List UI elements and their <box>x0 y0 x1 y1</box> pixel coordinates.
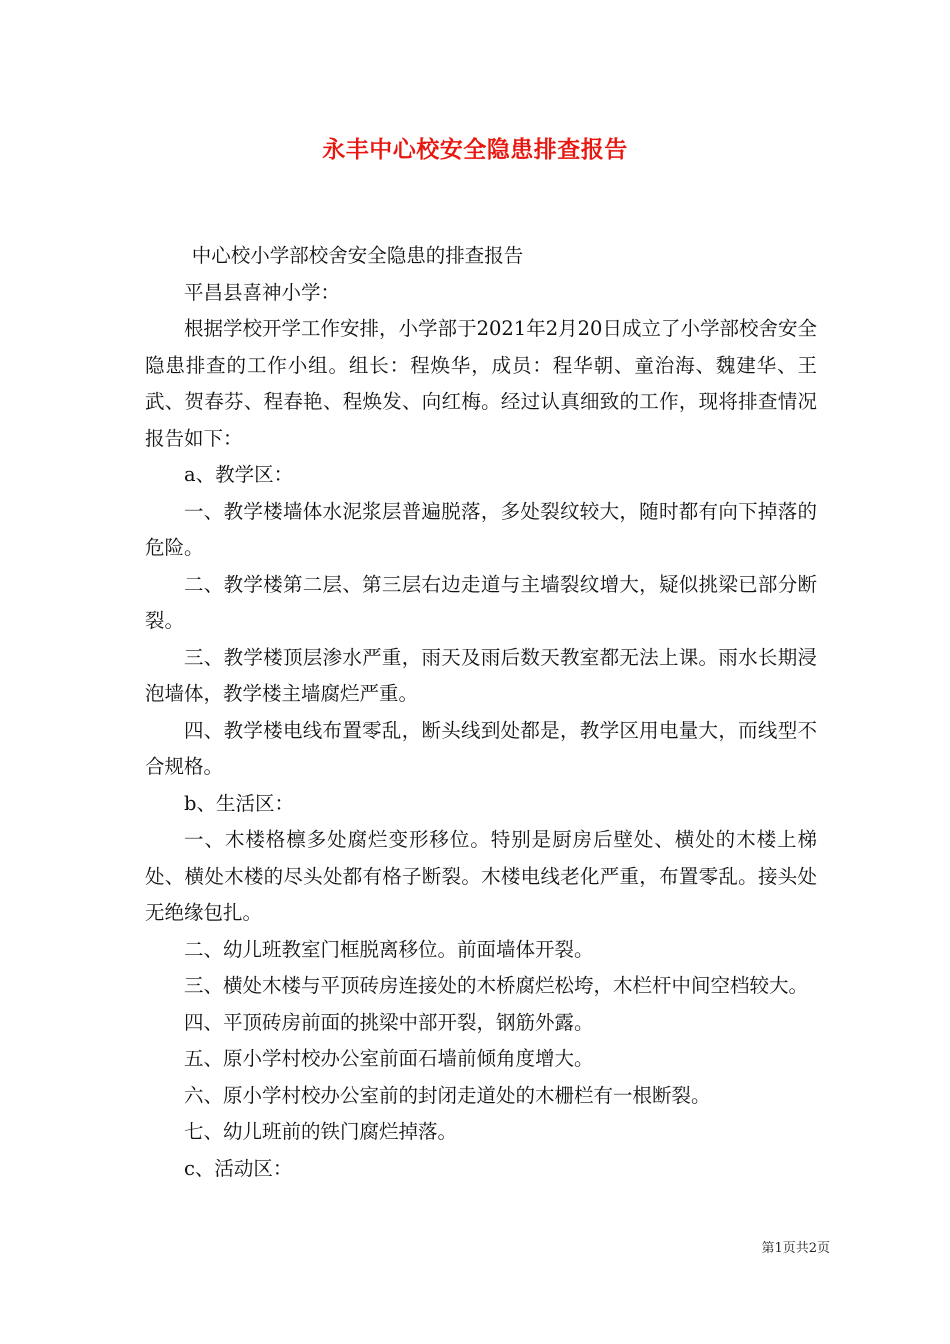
section-heading-living-area: b、生活区： <box>184 791 294 815</box>
list-item: 二、幼儿班教室门框脱离移位。前面墙体开裂。 <box>184 937 594 961</box>
document-title: 永丰中心校安全隐患排查报告 <box>322 136 628 163</box>
list-item: 四、教学楼电线布置零乱，断头线到处都是，教学区用电量大，而线型不合规格。 <box>145 718 817 778</box>
list-item: 三、横处木楼与平顶砖房连接处的木桥腐烂松垮，木栏杆中间空档较大。 <box>184 974 809 997</box>
list-item: 四、平顶砖房前面的挑梁中部开裂，钢筋外露。 <box>184 1010 594 1034</box>
list-item: 五、原小学村校办公室前面石墙前倾角度增大。 <box>184 1047 594 1070</box>
report-recipient: 平昌县喜神小学： <box>184 280 341 304</box>
report-heading: 中心校小学部校舍安全隐患的排查报告 <box>191 244 524 267</box>
intro-paragraph: 根据学校开学工作安排，小学部于2021年2月20日成立了小学部校舍安全隐患排查的工作小组。组长：程焕华，成员：程华朝、童治海、魏建华、王武、贺春芬、程春艳、程焕发、向红梅。经过认真细致的工作，现将排查情况报告如下： <box>145 317 817 450</box>
section-heading-activity-area: c、活动区： <box>184 1156 293 1180</box>
list-item: 一、木楼格檩多处腐烂变形移位。特别是厨房后壁处、横处的木楼上梯处、横处木楼的尽头处都有格子断裂。木楼电线老化严重，布置零乱。接头处无绝缘包扎。 <box>145 828 817 924</box>
list-item: 一、教学楼墙体水泥浆层普遍脱落，多处裂纹较大，随时都有向下掉落的危险。 <box>145 499 817 559</box>
list-item: 六、原小学村校办公室前的封闭走道处的木栅栏有一根断裂。 <box>184 1083 711 1107</box>
document-body <box>145 238 817 1187</box>
list-item: 二、教学楼第二层、第三层右边走道与主墙裂纹增大，疑似挑梁已部分断裂。 <box>145 572 817 632</box>
list-item: 七、幼儿班前的铁门腐烂掉落。 <box>184 1120 458 1143</box>
page-number: 第1页共2页 <box>761 1241 830 1256</box>
section-heading-teaching-area: a、教学区： <box>184 463 294 486</box>
list-item: 三、教学楼顶层渗水严重，雨天及雨后数天教室都无法上课。雨水长期浸泡墙体，教学楼主墙腐烂严重。 <box>145 645 817 705</box>
